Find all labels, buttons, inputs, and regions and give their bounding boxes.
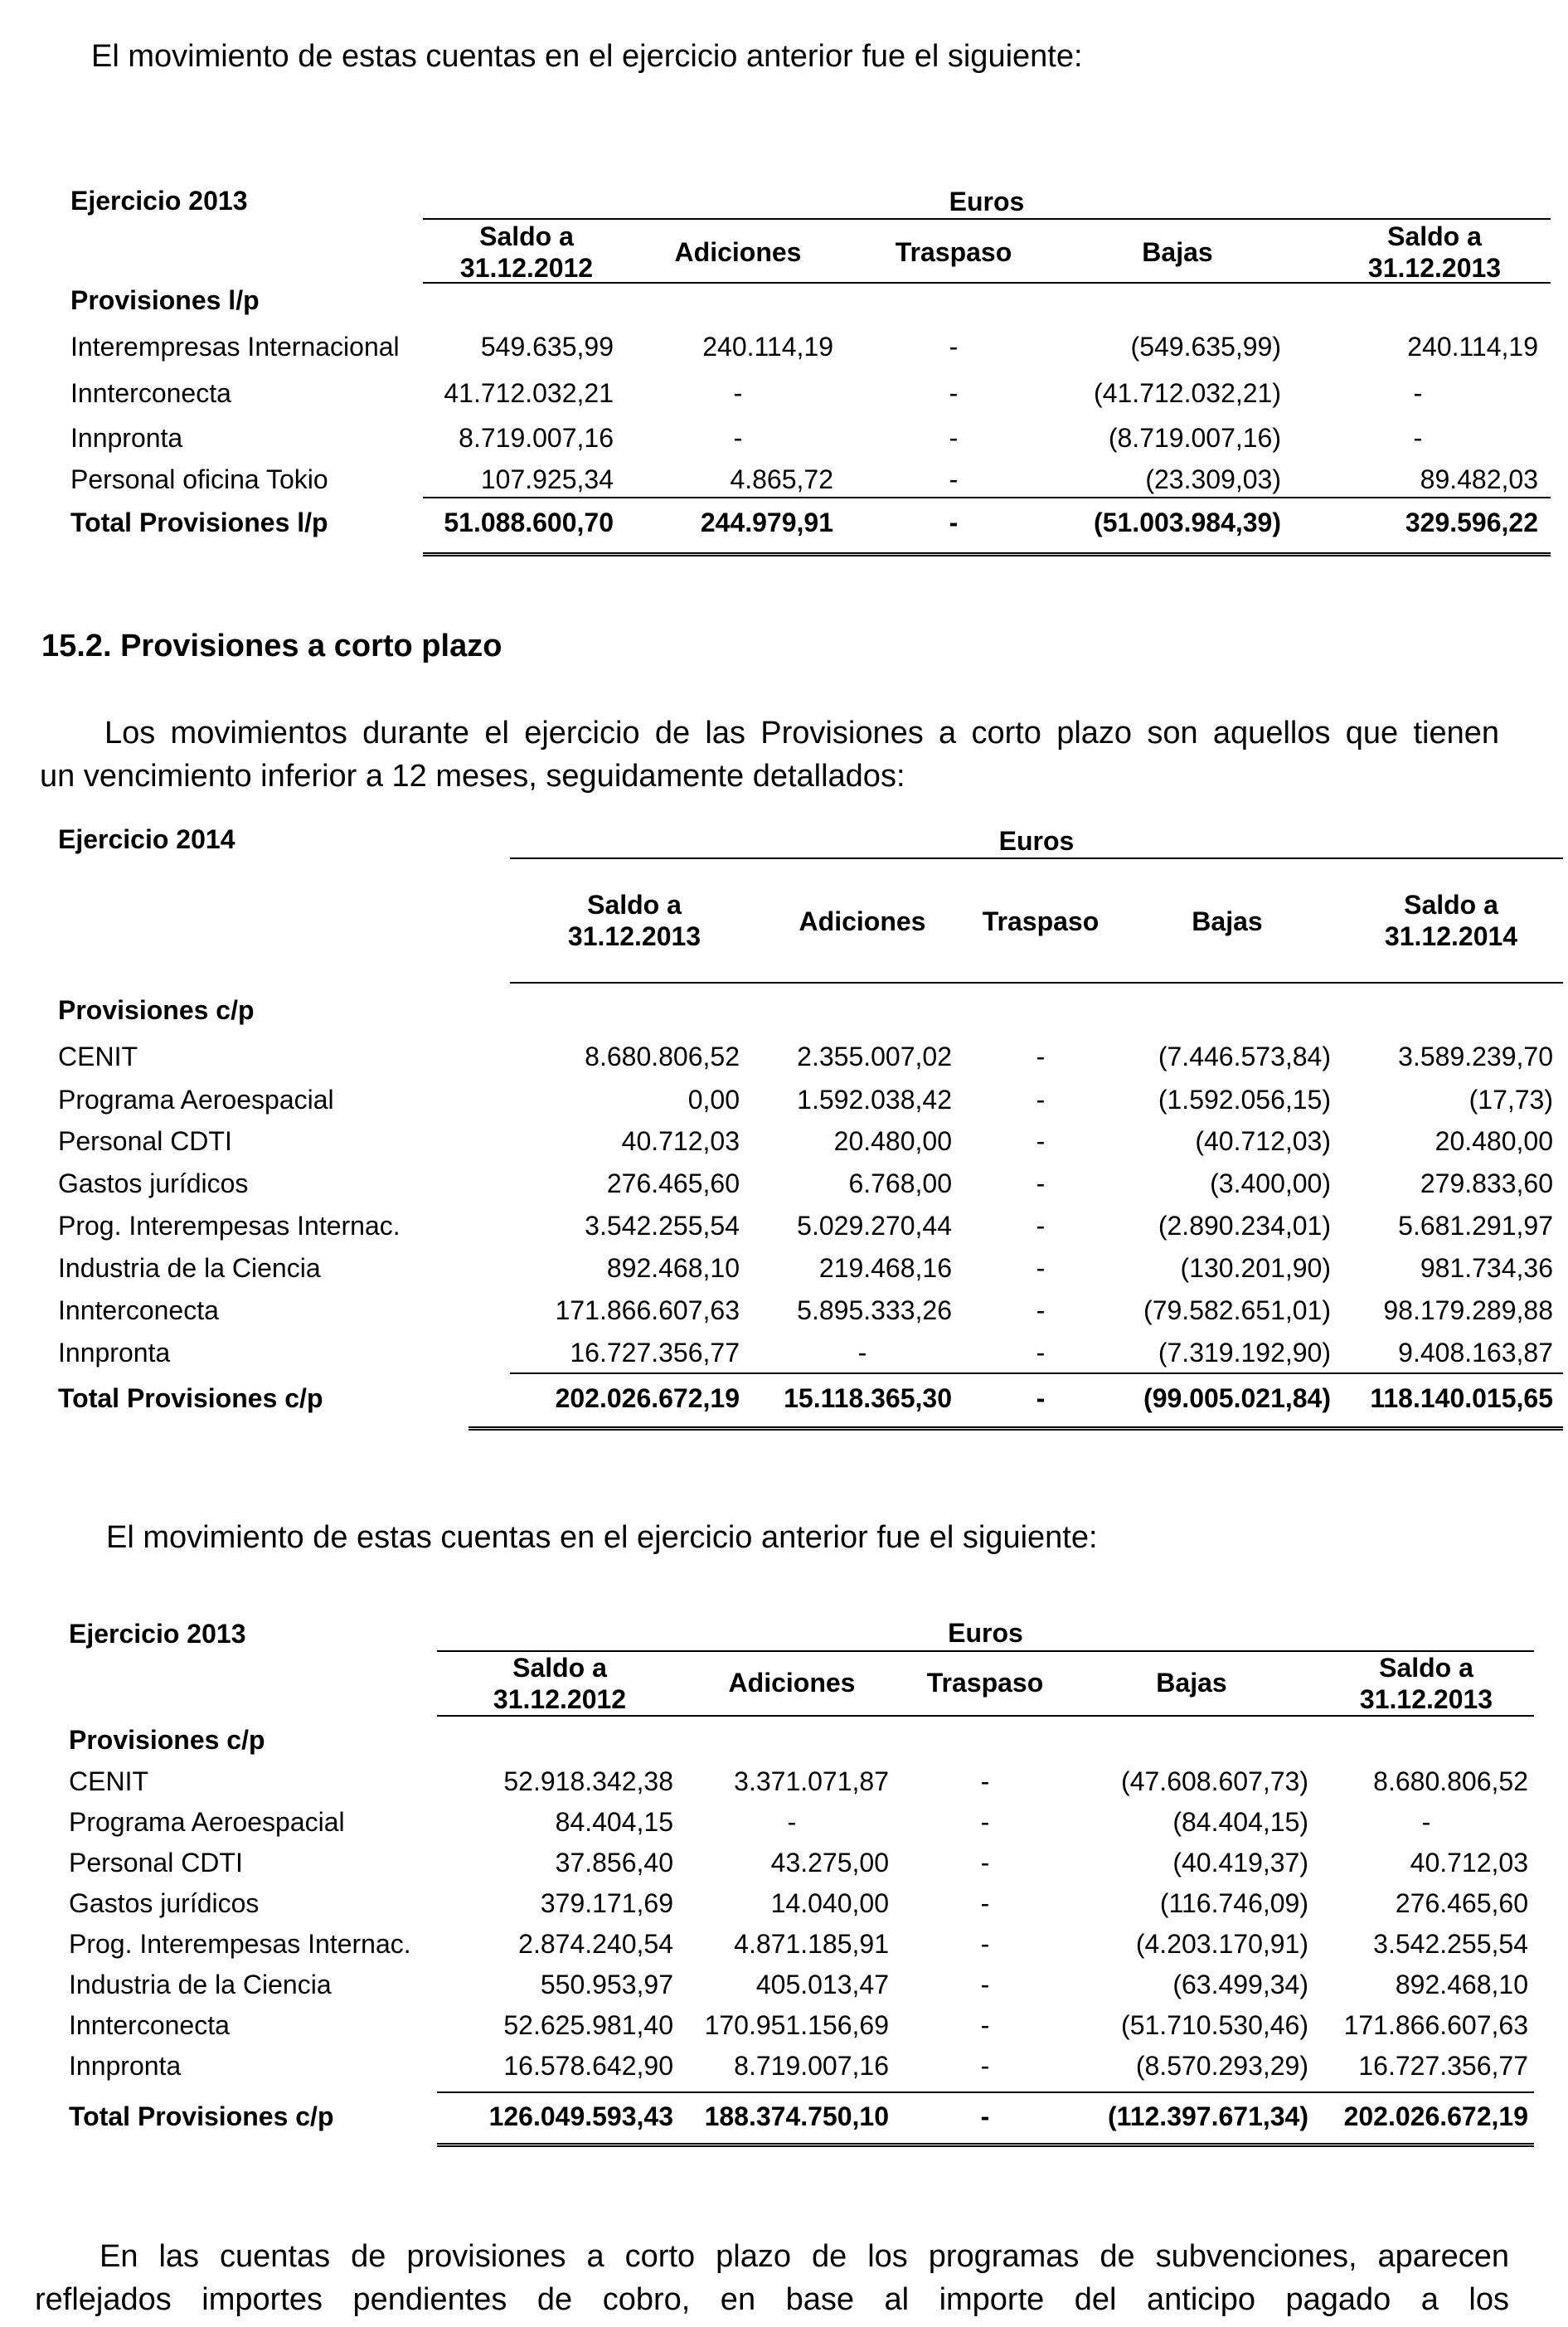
value-bajas: (130.201,90): [1180, 1253, 1331, 1283]
value-adiciones: 2.355.007,02: [797, 1042, 952, 1071]
total-double-rule: [437, 2143, 1534, 2147]
value-saldo-inicial: 171.866.607,63: [555, 1295, 740, 1325]
value-traspaso: -: [1036, 1042, 1046, 1071]
column-header-traspaso: Traspaso: [895, 237, 1012, 267]
value-adiciones: 1.592.038,42: [797, 1085, 952, 1115]
column-header-adiciones: Adiciones: [799, 906, 926, 936]
value-saldo-inicial: 276.465,60: [606, 1168, 740, 1198]
table-row: [0, 1966, 1568, 2003]
value-saldo-inicial: 40.712,03: [621, 1126, 740, 1156]
total-saldo-final: 202.026.672,19: [1343, 2101, 1528, 2131]
column-header-saldo-inicial: Saldo a 31.12.2012: [493, 1653, 627, 1714]
column-header-bajas: Bajas: [1142, 237, 1213, 267]
table-year-label: Ejercicio 2014: [58, 824, 235, 854]
value-saldo-inicial: 52.625.981,40: [503, 2010, 673, 2040]
value-adiciones: 43.275,00: [770, 1848, 889, 1878]
value-bajas: (40.419,37): [1172, 1848, 1308, 1878]
value-saldo-final: 16.727.356,77: [1358, 2051, 1528, 2081]
total-label: Total Provisiones c/p: [69, 2101, 334, 2131]
value-saldo-final: 98.179.289,88: [1383, 1295, 1553, 1325]
value-traspaso: -: [980, 2051, 990, 2081]
value-traspaso: -: [949, 332, 959, 362]
value-bajas: (1.592.056,15): [1158, 1085, 1331, 1115]
closing-line-2: reflejados importes pendientes de cobro, en base al importe del anticipo pagado a los: [35, 2282, 1509, 2317]
total-saldo-inicial: 51.088.600,70: [444, 508, 614, 537]
value-traspaso: -: [980, 2010, 990, 2040]
total-label: Total Provisiones l/p: [70, 508, 328, 537]
header-bottom-rule: [437, 1715, 1534, 1717]
value-saldo-final: 20.480,00: [1435, 1126, 1553, 1156]
value-saldo-inicial: 37.856,40: [555, 1848, 673, 1878]
column-header-saldo-final: Saldo a 31.12.2013: [1367, 221, 1502, 283]
intro-paragraph-2013-cp: El movimiento de estas cuentas en el ejercicio anterior fue el siguiente:: [106, 1520, 1098, 1555]
value-traspaso: -: [980, 1807, 990, 1837]
column-header-adiciones: Adiciones: [728, 1668, 856, 1698]
value-bajas: (116.746,09): [1159, 1888, 1308, 1918]
row-label: Innpronta: [70, 423, 183, 453]
value-bajas: (40.712,03): [1195, 1126, 1331, 1156]
value-saldo-inicial: 550.953,97: [540, 1970, 673, 1999]
value-saldo-final: 3.542.255,54: [1373, 1929, 1528, 1959]
value-bajas: (84.404,15): [1172, 1807, 1308, 1837]
value-saldo-inicial: 8.680.806,52: [585, 1042, 740, 1071]
row-label: Programa Aeroespacial: [58, 1085, 334, 1115]
value-traspaso: -: [1036, 1338, 1046, 1368]
value-bajas: (2.890.234,01): [1158, 1211, 1331, 1241]
value-saldo-inicial: 0,00: [687, 1085, 740, 1115]
row-label: Innterconecta: [69, 2010, 230, 2040]
value-saldo-final: 8.680.806,52: [1373, 1766, 1528, 1796]
row-label: Gastos jurídicos: [69, 1888, 260, 1918]
value-saldo-final: 40.712,03: [1410, 1848, 1528, 1878]
value-traspaso: -: [980, 1766, 990, 1796]
total-saldo-inicial: 202.026.672,19: [555, 1383, 740, 1413]
value-bajas: (23.309,03): [1145, 464, 1281, 494]
column-header-adiciones: Adiciones: [674, 237, 802, 267]
row-label: Innpronta: [58, 1338, 171, 1368]
value-traspaso: -: [980, 1929, 990, 1959]
value-adiciones: 20.480,00: [833, 1126, 952, 1156]
value-bajas: (79.582.651,01): [1143, 1295, 1331, 1325]
column-header-saldo-final: Saldo a 31.12.2013: [1359, 1653, 1493, 1714]
value-saldo-inicial: 52.918.342,38: [503, 1766, 673, 1796]
value-adiciones: 219.468,16: [818, 1253, 952, 1283]
value-saldo-inicial: 3.542.255,54: [585, 1211, 740, 1241]
column-header-saldo-final: Saldo a 31.12.2014: [1384, 890, 1518, 951]
value-bajas: (8.570.293,29): [1135, 2051, 1308, 2081]
value-bajas: (47.608.607,73): [1121, 1766, 1308, 1796]
value-traspaso: -: [949, 378, 959, 408]
intro-line-1: Los movimientos durante el ejercicio de las Provisiones a corto plazo son aquellos que tienen: [104, 716, 1499, 751]
section-label: Provisiones l/p: [70, 285, 260, 315]
total-label: Total Provisiones c/p: [58, 1383, 323, 1413]
column-header-bajas: Bajas: [1192, 906, 1263, 936]
table-row: [0, 2048, 1568, 2084]
row-label: Interempresas Internacional: [70, 332, 400, 362]
value-traspaso: -: [1036, 1295, 1046, 1325]
currency-header: Euros: [948, 1618, 1023, 1648]
table-row: [0, 1804, 1568, 1840]
section-heading: 15.2. Provisiones a corto plazo: [41, 629, 502, 663]
value-bajas: (3.400,00): [1210, 1168, 1331, 1198]
row-label: Industria de la Ciencia: [69, 1970, 332, 1999]
row-label: Personal CDTI: [69, 1848, 243, 1878]
closing-paragraph: [35, 2235, 1509, 2321]
value-bajas: (41.712.032,21): [1094, 378, 1281, 408]
value-adiciones: 5.895.333,26: [797, 1295, 952, 1325]
value-saldo-final: -: [1413, 378, 1423, 408]
value-adiciones: 170.951.156,69: [704, 2010, 889, 2040]
value-saldo-final: 9.408.163,87: [1398, 1338, 1553, 1368]
total-adiciones: 244.979,91: [700, 508, 833, 537]
row-label: Gastos jurídicos: [58, 1168, 249, 1198]
row-label: CENIT: [69, 1766, 148, 1796]
value-saldo-inicial: 8.719.007,16: [459, 423, 614, 453]
row-label: Industria de la Ciencia: [58, 1253, 321, 1283]
value-saldo-inicial: 2.874.240,54: [518, 1929, 673, 1959]
value-saldo-final: -: [1413, 423, 1423, 453]
column-header-saldo-inicial: Saldo a 31.12.2013: [567, 890, 701, 951]
value-saldo-inicial: 84.404,15: [555, 1807, 673, 1837]
total-saldo-final: 118.140.015,65: [1370, 1383, 1553, 1413]
value-saldo-final: 276.465,60: [1395, 1888, 1528, 1918]
value-saldo-final: 3.589.239,70: [1398, 1042, 1553, 1071]
row-label: Prog. Interempesas Internac.: [69, 1929, 411, 1959]
value-adiciones: 14.040,00: [770, 1888, 889, 1918]
table-row: [0, 1885, 1568, 1921]
value-traspaso: -: [1036, 1211, 1046, 1241]
column-header-bajas: Bajas: [1156, 1668, 1227, 1698]
value-traspaso: -: [980, 1848, 990, 1878]
value-adiciones: 240.114,19: [702, 332, 833, 362]
total-top-rule: [437, 2091, 1534, 2093]
value-traspaso: -: [949, 423, 959, 453]
value-traspaso: -: [1036, 1126, 1046, 1156]
value-adiciones: 405.013,47: [755, 1970, 889, 1999]
table-year-label: Ejercicio 2013: [69, 1619, 246, 1649]
value-saldo-final: 981.734,36: [1420, 1253, 1553, 1283]
row-label: Innpronta: [69, 2051, 182, 2081]
total-traspaso: -: [980, 2101, 990, 2131]
value-bajas: (63.499,34): [1172, 1970, 1308, 1999]
value-bajas: (8.719.007,16): [1108, 423, 1281, 453]
value-saldo-inicial: 107.925,34: [480, 464, 614, 494]
value-traspaso: -: [980, 1888, 990, 1918]
value-saldo-inicial: 892.468,10: [606, 1253, 740, 1283]
value-traspaso: -: [980, 1970, 990, 1999]
value-traspaso: -: [1036, 1253, 1046, 1283]
value-saldo-inicial: 379.171,69: [540, 1888, 673, 1918]
value-adiciones: 5.029.270,44: [797, 1211, 952, 1241]
total-saldo-final: 329.596,22: [1405, 508, 1538, 537]
total-adiciones: 15.118.365,30: [784, 1383, 952, 1413]
value-bajas: (549.635,99): [1130, 332, 1281, 362]
value-adiciones: 3.371.071,87: [734, 1766, 889, 1796]
value-saldo-final: 171.866.607,63: [1343, 2010, 1528, 2040]
value-adiciones: 6.768,00: [848, 1168, 952, 1198]
section-label: Provisiones c/p: [58, 995, 255, 1025]
total-bajas: (99.005.021,84): [1143, 1383, 1331, 1413]
total-traspaso: -: [949, 508, 959, 537]
value-saldo-inicial: 16.727.356,77: [570, 1338, 740, 1368]
value-saldo-final: 279.833,60: [1420, 1168, 1553, 1198]
value-adiciones: 8.719.007,16: [734, 2051, 889, 2081]
value-bajas: (7.319.192,90): [1158, 1338, 1331, 1368]
total-adiciones: 188.374.750,10: [704, 2101, 889, 2131]
intro-paragraph-2013-lp: El movimiento de estas cuentas en el ejercicio anterior fue el siguiente:: [91, 39, 1083, 74]
total-bajas: (51.003.984,39): [1094, 508, 1281, 537]
table-row: [0, 1763, 1568, 1800]
currency-header: Euros: [998, 826, 1075, 856]
value-saldo-inicial: 16.578.642,90: [503, 2051, 673, 2081]
table-row: [0, 2007, 1568, 2043]
row-label: Innterconecta: [70, 378, 231, 408]
value-saldo-final: 89.482,03: [1420, 464, 1538, 494]
value-saldo-inicial: 41.712.032,21: [444, 378, 614, 408]
total-bajas: (112.397.671,34): [1108, 2101, 1308, 2131]
value-saldo-final: 240.114,19: [1407, 332, 1538, 362]
row-label: Personal CDTI: [58, 1126, 232, 1156]
row-label: Innterconecta: [58, 1295, 219, 1325]
row-label: Prog. Interempesas Internac.: [58, 1211, 400, 1241]
table-row: [0, 1844, 1568, 1881]
value-saldo-final: 892.468,10: [1395, 1970, 1528, 1999]
value-saldo-inicial: 549.635,99: [480, 332, 614, 362]
value-bajas: (51.710.530,46): [1121, 2010, 1308, 2040]
value-traspaso: -: [1036, 1168, 1046, 1198]
column-header-traspaso: Traspaso: [926, 1668, 1044, 1698]
value-adiciones: -: [857, 1338, 867, 1368]
value-adiciones: 4.871.185,91: [734, 1929, 889, 1959]
table-year-label: Ejercicio 2013: [70, 186, 248, 216]
value-bajas: (7.446.573,84): [1158, 1042, 1331, 1071]
intro-line-2: un vencimiento inferior a 12 meses, seguidamente detallados:: [40, 759, 905, 794]
currency-header: Euros: [949, 187, 1025, 216]
column-header-traspaso: Traspaso: [982, 906, 1100, 936]
row-label: Personal oficina Tokio: [70, 464, 328, 494]
value-adiciones: -: [733, 423, 743, 453]
table-row: [0, 1926, 1568, 1962]
value-saldo-final: 5.681.291,97: [1398, 1211, 1553, 1241]
value-adiciones: 4.865,72: [730, 464, 833, 494]
value-adiciones: -: [733, 378, 743, 408]
column-header-saldo-inicial: Saldo a 31.12.2012: [459, 221, 594, 283]
value-saldo-final: (17,73): [1468, 1085, 1553, 1115]
section-label: Provisiones c/p: [69, 1725, 265, 1755]
value-adiciones: -: [787, 1807, 797, 1837]
total-saldo-inicial: 126.049.593,43: [488, 2101, 673, 2131]
row-label: CENIT: [58, 1042, 138, 1071]
value-saldo-final: -: [1421, 1807, 1431, 1837]
value-traspaso: -: [1036, 1085, 1046, 1115]
value-bajas: (4.203.170,91): [1135, 1929, 1308, 1959]
total-traspaso: -: [1036, 1383, 1046, 1413]
value-traspaso: -: [949, 464, 959, 494]
row-label: Programa Aeroespacial: [69, 1807, 345, 1837]
total-row: [0, 2098, 1568, 2135]
closing-line-1: En las cuentas de provisiones a corto plazo de los programas de subvenciones, aparecen: [100, 2239, 1509, 2274]
